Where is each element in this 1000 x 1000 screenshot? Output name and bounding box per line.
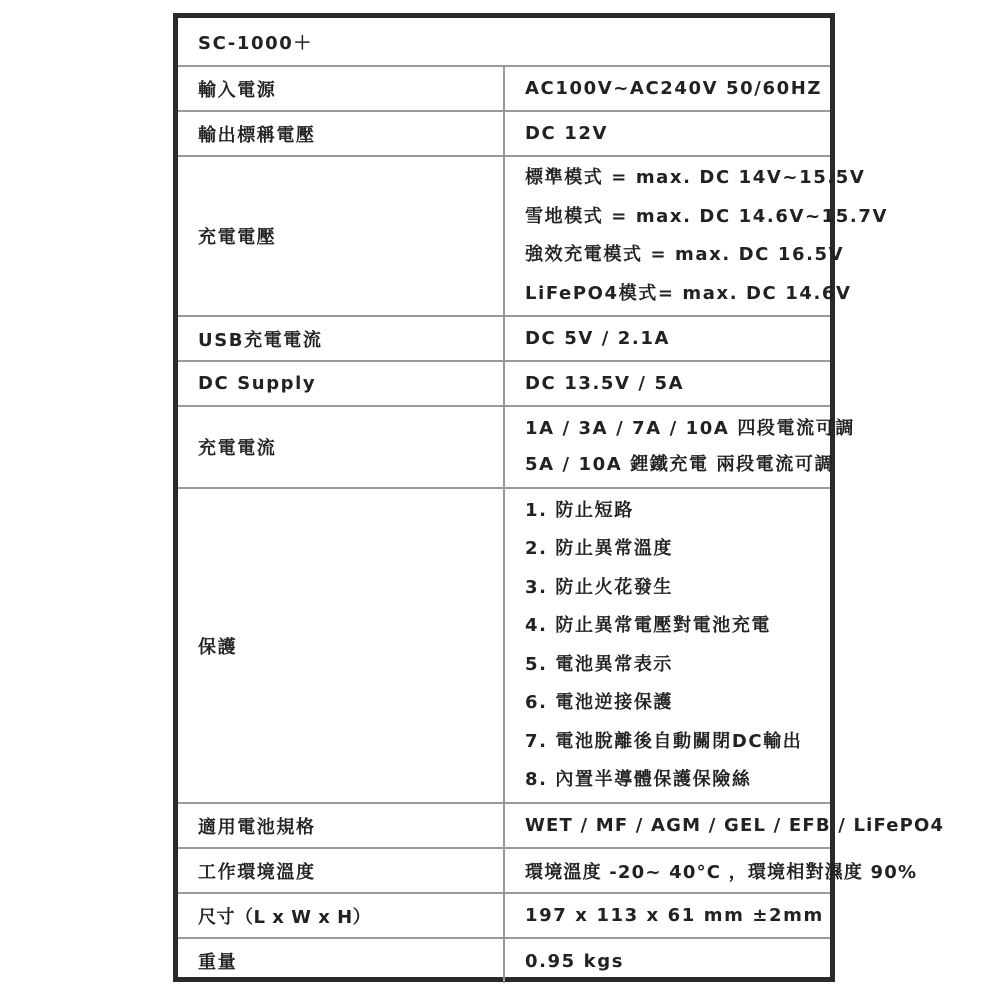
row-value-list (504, 406, 855, 488)
row-label: 尺寸（L x W x H） (178, 893, 504, 938)
value-line: 6. 電池逆接保護 (525, 692, 674, 713)
row-value: 環境溫度 -20~ 40°C ，環境相對濕度 90% (504, 848, 830, 893)
value-line: 7. 電池脫離後自動關閉DC輸出 (525, 730, 803, 752)
row-label: 保護 (178, 488, 504, 803)
row-label: DC Supply (178, 361, 504, 406)
row-value: WET / MF / AGM / GEL / EFB / LiFePO4 (504, 803, 830, 848)
row-label: 充電電流 (178, 406, 504, 488)
row-value: DC 13.5V / 5A (504, 361, 830, 406)
row-value-list (504, 156, 889, 316)
value-line: 5. 電池異常表示 (525, 653, 674, 675)
table-row (178, 893, 830, 938)
value-line: 標準模式 = max. DC 14V~15.5V (525, 167, 866, 188)
value-line: 5A / 10A 鋰鐵充電 兩段電流可調 (525, 454, 835, 475)
value-line: 3. 防止火花發生 (525, 576, 674, 598)
table-row (178, 66, 830, 111)
row-label: 充電電壓 (178, 156, 504, 316)
row-label: 適用電池規格 (178, 803, 504, 848)
row-label: 工作環境溫度 (178, 848, 504, 893)
spec-table-frame (173, 13, 945, 982)
table-row (178, 848, 830, 893)
row-value: 197 x 113 x 61 mm ±2mm (504, 893, 830, 938)
value-line: 1. 防止短路 (525, 499, 634, 521)
value-line: 4. 防止異常電壓對電池充電 (525, 615, 772, 636)
row-value: DC 5V / 2.1A (504, 316, 830, 361)
row-label: 輸出標稱電壓 (178, 111, 504, 156)
row-value-list (504, 488, 830, 803)
row-label: USB充電電流 (178, 316, 504, 361)
title-row (178, 18, 830, 66)
value-line: LiFePO4模式= max. DC 14.6V (525, 282, 852, 304)
value-line: 強效充電模式 = max. DC 16.5V (525, 244, 845, 265)
table-row (178, 406, 830, 488)
spec-table (178, 18, 945, 983)
value-line: 2. 防止異常溫度 (525, 538, 674, 559)
table-row (178, 316, 830, 361)
table-row (178, 361, 830, 406)
table-row (178, 803, 830, 848)
value-line: 8. 內置半導體保護保險絲 (525, 769, 752, 790)
row-label: 輸入電源 (178, 66, 504, 111)
row-value: AC100V~AC240V 50/60HZ (504, 66, 830, 111)
table-row (178, 488, 830, 803)
value-line: 1A / 3A / 7A / 10A 四段電流可調 (525, 418, 855, 439)
table-row (178, 156, 830, 316)
table-row (178, 938, 830, 983)
table-row (178, 111, 830, 156)
row-value: DC 12V (504, 111, 830, 156)
model-title: SC-1000＋ (178, 18, 830, 66)
row-label: 重量 (178, 938, 504, 983)
value-line: 雪地模式 = max. DC 14.6V~15.7V (525, 205, 889, 227)
row-value: 0.95 kgs (504, 938, 830, 983)
